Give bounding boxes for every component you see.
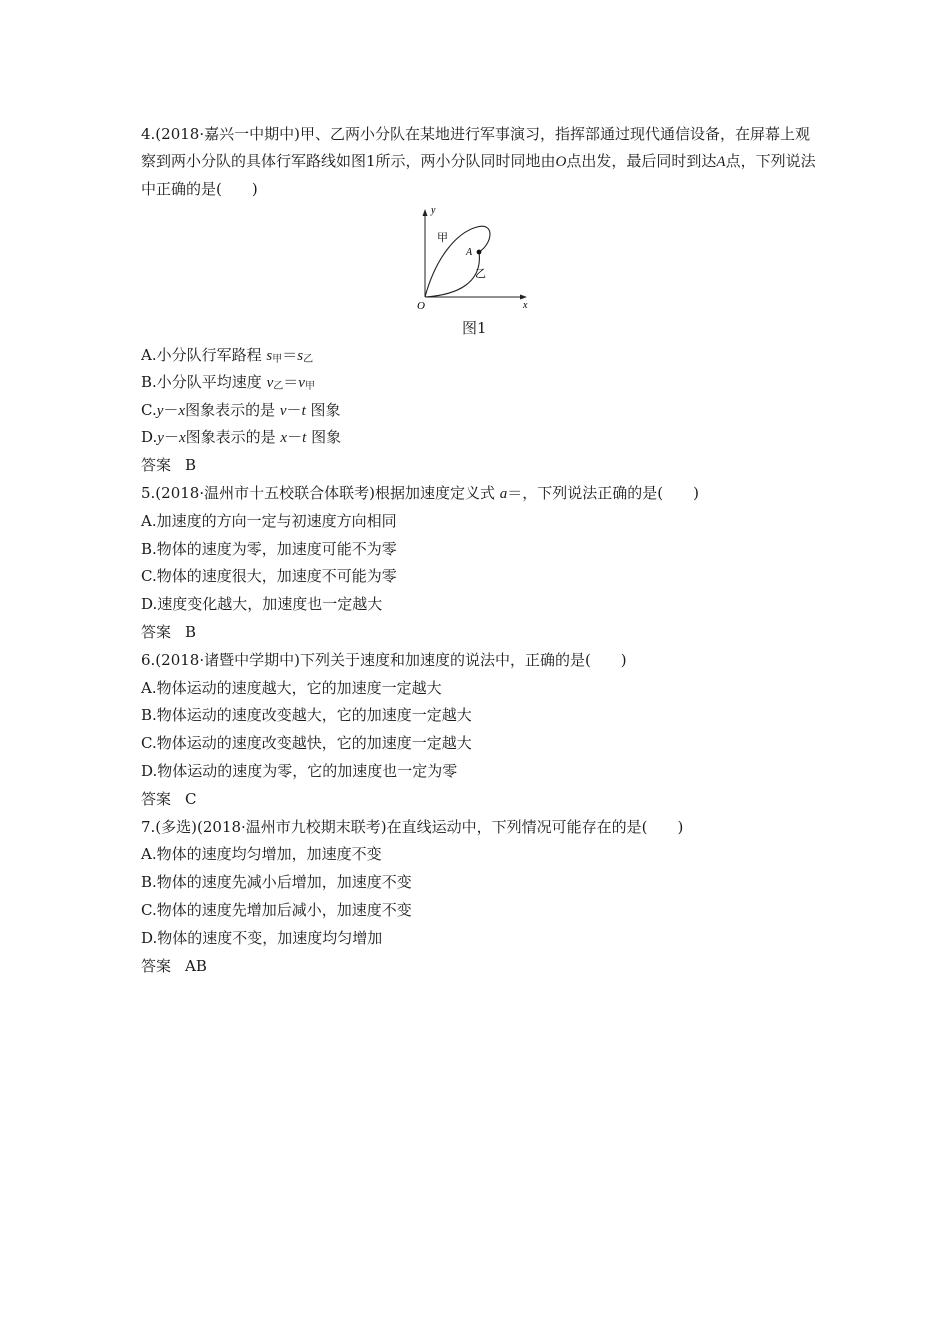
q6-option-b: B.物体运动的速度改变越大，它的加速度一定越大 xyxy=(141,706,472,724)
curve-lower-label: 乙 xyxy=(475,267,486,280)
q4-option-b-sub1: 乙 xyxy=(273,381,284,392)
q5-answer-value: B xyxy=(185,623,197,641)
q4-option-d-dash2: － xyxy=(287,428,303,446)
q4-option-b-var1: v xyxy=(266,375,274,391)
q4-option-c xyxy=(141,400,341,421)
q4-stem-mid: 点出发，最后同时到达 xyxy=(566,152,717,170)
y-axis-arrow xyxy=(423,209,428,216)
q4-option-a-var1: s xyxy=(266,348,273,364)
q4-option-c-mid: 图象表示的是 xyxy=(185,401,276,419)
q5-option-b: B.物体的速度为零，加速度可能不为零 xyxy=(141,540,397,558)
q4-option-b-sub2: 甲 xyxy=(304,381,315,392)
q5-option-c: C.物体的速度很大，加速度不可能为零 xyxy=(141,567,397,585)
q4-option-c-x: x xyxy=(178,403,186,419)
q4-option-d-end: 图象 xyxy=(311,428,342,446)
q6-option-c: C.物体运动的速度改变越快，它的加速度一定越大 xyxy=(141,734,472,752)
q4-option-b-eq: ＝ xyxy=(283,373,299,391)
q4-option-c-end: 图象 xyxy=(310,401,341,419)
q4-option-d-dash: － xyxy=(163,428,179,446)
q7-answer-value: AB xyxy=(185,957,207,975)
q4-option-a-sub2: 乙 xyxy=(303,354,314,365)
x-axis-label: x xyxy=(523,300,528,311)
q7-answer xyxy=(141,956,207,976)
q5-answer-label: 答案 xyxy=(141,623,172,641)
q6-answer-value: C xyxy=(185,790,197,808)
path-upper-curve xyxy=(425,226,490,297)
point-a-dot xyxy=(477,250,482,255)
q6-answer xyxy=(141,789,197,809)
q6-stem: 6.(2018·诸暨中学期中)下列关于速度和加速度的说法中，正确的是( ) xyxy=(141,651,627,669)
q4-option-d-prefix: D. xyxy=(141,428,158,446)
q4-option-c-y: y xyxy=(156,403,164,419)
q4-stem xyxy=(141,121,816,203)
q4-option-c-dash: － xyxy=(163,401,179,419)
q4-option-d-t: t xyxy=(302,430,307,446)
q4-figure xyxy=(415,205,535,315)
q4-option-a-var2: s xyxy=(297,348,304,364)
q4-option-d-y: y xyxy=(157,430,164,446)
q4-stem-text: 4.(2018·嘉兴一中期中)甲、乙两小分队在某地进行军事演习，指挥部通过现代通信设备，在屏幕上观察到两小分队的具体行军路线如图1所示，两小分队同时同地由 xyxy=(141,125,810,170)
q6-option-d: D.物体运动的速度为零，它的加速度也一定为零 xyxy=(141,762,458,780)
point-a-label: A xyxy=(466,247,473,258)
figure-caption: 图1 xyxy=(462,319,487,337)
y-axis-label: y xyxy=(431,205,436,216)
q4-answer xyxy=(141,455,196,475)
q4-option-b-var2: v xyxy=(298,375,305,391)
q4-option-c-dash2: － xyxy=(286,401,302,419)
q4-option-c-t: t xyxy=(301,403,306,419)
q5-stem xyxy=(141,483,699,504)
q7-option-a: A.物体的速度均匀增加，加速度不变 xyxy=(141,845,382,863)
q4-answer-label: 答案 xyxy=(141,456,172,474)
q5-option-a: A.加速度的方向一定与初速度方向相同 xyxy=(141,512,397,530)
q4-option-a-sub1: 甲 xyxy=(272,354,283,365)
q5-stem-a: a xyxy=(499,486,508,502)
q7-stem: 7.(多选)(2018·温州市九校期末联考)在直线运动中，下列情况可能存在的是( ) xyxy=(141,818,684,836)
q4-option-a-eq: ＝ xyxy=(282,346,298,364)
q4-stem-end: 点，下列说法中正确的是( ) xyxy=(141,152,816,198)
q4-option-d xyxy=(141,427,341,448)
curve-upper-label: 甲 xyxy=(437,231,448,244)
q7-answer-label: 答案 xyxy=(141,957,172,975)
q5-answer xyxy=(141,622,196,642)
q4-option-c-prefix: C. xyxy=(141,401,157,419)
q5-stem-post: ＝，下列说法正确的是( ) xyxy=(507,484,699,502)
q4-option-d-mid: 图象表示的是 xyxy=(185,428,276,446)
q7-option-c: C.物体的速度先增加后减小，加速度不变 xyxy=(141,901,412,919)
q4-option-c-v: v xyxy=(279,403,287,419)
q4-option-a xyxy=(141,345,313,370)
q6-answer-label: 答案 xyxy=(141,790,172,808)
q7-option-b: B.物体的速度先减小后增加，加速度不变 xyxy=(141,873,412,891)
q4-option-d-x: x xyxy=(178,430,186,446)
q4-option-a-text: A.小分队行军路程 xyxy=(141,346,262,364)
q4-option-b xyxy=(141,372,315,397)
q5-stem-pre: 5.(2018·温州市十五校联合体联考)根据加速度定义式 xyxy=(141,484,495,502)
q4-option-d-x2: x xyxy=(280,430,288,446)
q6-option-a: A.物体运动的速度越大，它的加速度一定越大 xyxy=(141,679,442,697)
q7-option-d: D.物体的速度不变，加速度均匀增加 xyxy=(141,929,383,947)
q4-option-b-text: B.小分队平均速度 xyxy=(141,373,262,391)
origin-label: O xyxy=(417,300,425,312)
q4-stem-a: A xyxy=(716,154,726,170)
x-axis-arrow xyxy=(520,295,527,300)
q5-option-d: D.速度变化越大，加速度也一定越大 xyxy=(141,595,383,613)
q4-answer-value: B xyxy=(185,456,197,474)
q4-stem-o: O xyxy=(555,154,567,170)
